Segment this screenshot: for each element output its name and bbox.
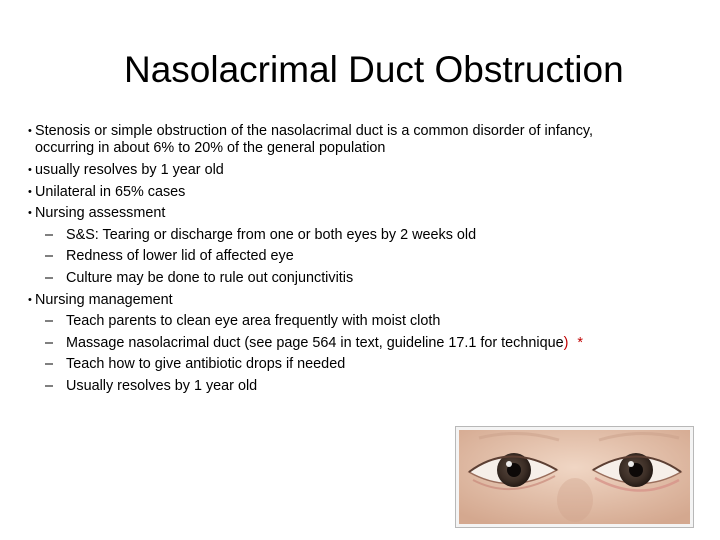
management-sub-3: Teach how to give antibiotic drops if needed — [66, 356, 346, 372]
dash-marker: – — [45, 313, 54, 329]
bullet-4: Nursing assessment — [35, 205, 166, 221]
dash-marker: – — [45, 227, 54, 243]
dash-marker: – — [45, 378, 54, 394]
bullet-marker: • — [28, 125, 32, 137]
infant-eyes-photo — [459, 430, 690, 524]
bullet-5: Nursing management — [35, 292, 173, 308]
bullet-marker: • — [28, 186, 32, 198]
photo-frame — [455, 426, 694, 528]
bullet-1-line-1: Stenosis or simple obstruction of the nasolacrimal duct is a common disorder of infancy, — [35, 123, 594, 139]
bullet-marker: • — [28, 207, 32, 219]
assessment-sub-3: Culture may be done to rule out conjunctivitis — [66, 270, 354, 286]
assessment-sub-1: S&S: Tearing or discharge from one or both eyes by 2 weeks old — [66, 227, 477, 243]
dash-marker: – — [45, 248, 54, 264]
bullet-marker: • — [28, 294, 32, 306]
assessment-sub-2: Redness of lower lid of affected eye — [66, 248, 294, 264]
infant-eyes-illustration — [459, 430, 690, 524]
management-sub-2-text: Massage nasolacrimal duct (see page 564 in text, guideline 17.1 for technique — [66, 335, 564, 351]
dash-marker: – — [45, 270, 54, 286]
bullet-2: usually resolves by 1 year old — [35, 162, 224, 178]
bullet-3: Unilateral in 65% cases — [35, 184, 186, 200]
dash-marker: – — [45, 335, 54, 351]
bullet-marker: • — [28, 164, 32, 176]
management-sub-2 — [66, 335, 583, 352]
management-sub-2-paren: ) — [563, 335, 569, 351]
management-sub-4: Usually resolves by 1 year old — [66, 378, 258, 394]
dash-marker: – — [45, 356, 54, 372]
slide-title: Nasolacrimal Duct Obstruction — [124, 49, 624, 90]
asterisk-mark: * — [577, 335, 583, 351]
bullet-1-line-2: occurring in about 6% to 20% of the general population — [35, 140, 386, 156]
management-sub-1: Teach parents to clean eye area frequently with moist cloth — [66, 313, 441, 329]
